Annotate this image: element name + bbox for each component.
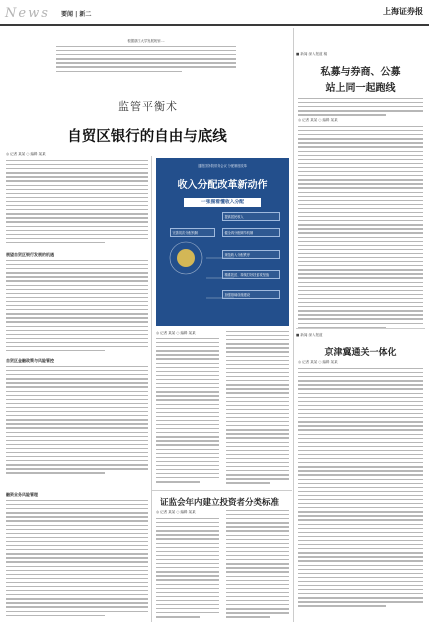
main-headline: 自贸区银行的自由与底线 [67, 128, 227, 145]
right-story-divider [296, 328, 425, 329]
left-column-body-3 [6, 366, 148, 477]
infographic-body [166, 198, 279, 310]
infographic-band-title: 一张图看懂收入分配 [184, 198, 261, 207]
middle-column-a [156, 338, 219, 485]
info-box-4: 规范收入分配秩序 [222, 250, 280, 259]
capital-byline: ◎ 记者 某某 ○ 编辑 某某 [156, 510, 196, 514]
right-headline-line1: 私募与券商、公募 [320, 67, 401, 78]
page-header [0, 0, 429, 38]
middle-byline: ◎ 记者 某某 ○ 编辑 某某 [156, 331, 196, 335]
left-column-body-4 [6, 500, 148, 619]
newspaper-logo: 上海证券报 [383, 6, 423, 16]
infographic-kicker: 通报国务院常务会议 分配制度改革 [198, 164, 247, 168]
info-box-5: 精准扶贫、持续打好扶贫攻坚战 [222, 270, 280, 279]
info-box-6: 加强基础设施建设 [222, 290, 280, 299]
capital-headline: 证监会年内建立投资者分类标准 [159, 498, 279, 508]
section-label: 要闻 | 新二 [61, 11, 92, 18]
main-byline: ◎ 记者 某某 ○ 编辑 某某 [6, 152, 46, 156]
right-body [298, 126, 423, 331]
right-sub-tag: ■ 新闻 深入报道 [296, 333, 323, 337]
right-sub-headline: 京津冀通关一体化 [324, 348, 397, 358]
left-column-body [6, 160, 148, 246]
info-box-1: 提高居民收入 [222, 212, 280, 221]
right-sub-byline: ◎ 记者 某某 ○ 编辑 某某 [298, 360, 338, 364]
column-divider-right [293, 28, 294, 622]
right-headline-line2: 站上同一起跑线 [325, 83, 396, 94]
middle-story-divider [151, 490, 292, 491]
infographic-title: 收入分配改革新动作 [177, 180, 268, 191]
right-byline: ◎ 记者 某某 ○ 编辑 某某 [298, 118, 338, 122]
left-column-body-2 [6, 260, 148, 354]
subhead-2: 自贸区金融政策与风险管控 [6, 358, 54, 363]
kicker: 监管平衡术 [118, 100, 178, 113]
info-box-2: 完善初次分配机制 [170, 228, 215, 237]
lead-deck: 根据浙江大学发展规划 ... [127, 39, 165, 43]
subhead-1: 展望自贸区银行发展的机遇 [6, 252, 54, 257]
right-sub-body [298, 368, 423, 610]
subhead-3: 融资业务风险管理 [6, 492, 38, 497]
capital-column-a [156, 518, 219, 620]
header-rule [0, 24, 429, 26]
column-divider-left [151, 156, 152, 622]
right-section-tag: ■ 新闻 深入报道 稿 [296, 52, 328, 56]
income-distribution-infographic [156, 158, 289, 326]
deck-lines [56, 46, 236, 75]
capital-column-b [226, 510, 289, 621]
right-deck [298, 98, 423, 118]
brand-wordmark: News [5, 6, 50, 21]
info-box-3: 健全再分配调节机制 [222, 228, 280, 237]
middle-column-b [226, 331, 289, 487]
